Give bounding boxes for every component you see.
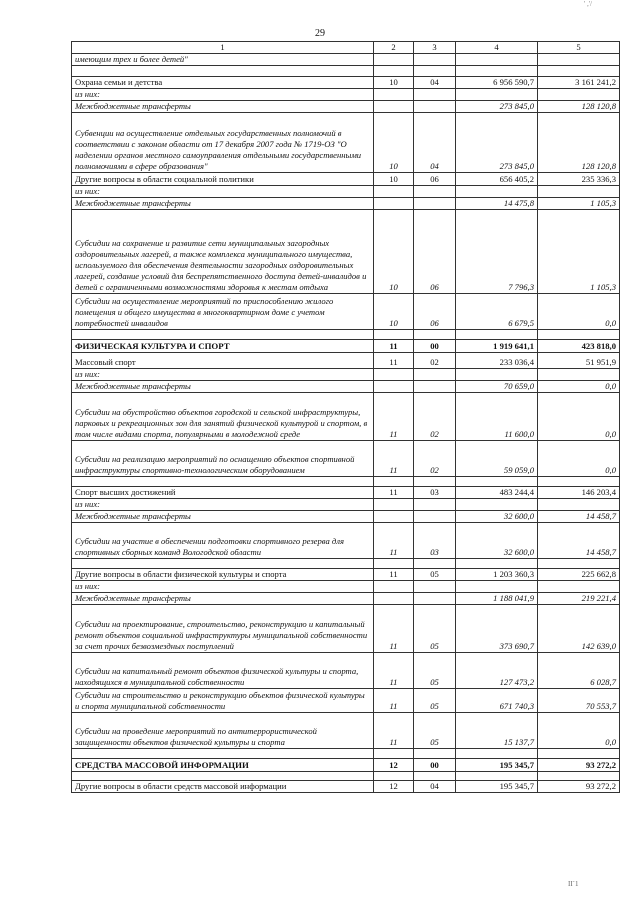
section-code-cell: 11 — [374, 605, 414, 653]
actual-amount-cell: 6 028,7 — [538, 653, 620, 689]
header-col-2: 2 — [374, 42, 414, 54]
row-name-cell: Другие вопросы в области средств массовой информации — [72, 781, 374, 793]
subsection-code-cell: 06 — [414, 294, 456, 330]
row-name-cell — [72, 559, 374, 569]
page-number: 29 — [315, 28, 325, 39]
table-row — [72, 713, 620, 749]
section-code-cell — [374, 499, 414, 511]
actual-amount-cell: 128 120,8 — [538, 101, 620, 113]
section-code-cell: 11 — [374, 353, 414, 369]
subsection-code-cell: 04 — [414, 77, 456, 89]
actual-amount-cell: 14 458,7 — [538, 511, 620, 523]
table-row — [72, 173, 620, 186]
table-row — [72, 381, 620, 393]
row-name-cell: из них: — [72, 581, 374, 593]
actual-amount-cell — [538, 54, 620, 66]
row-name-cell: Другие вопросы в области физической культуры и спорта — [72, 569, 374, 581]
row-name-cell: Субсидии на осуществление мероприятий по приспособлению жилого помещения и общего имущества в многоквартирном доме с учетом потребностей инвалидов — [72, 294, 374, 330]
row-name-cell: из них: — [72, 89, 374, 101]
row-name-cell: из них: — [72, 499, 374, 511]
actual-amount-cell: 235 336,3 — [538, 173, 620, 186]
section-code-cell: 11 — [374, 340, 414, 353]
row-name-cell: Субсидии на строительство и реконструкцию объектов физической культуры и спорта муниципальной собственности — [72, 689, 374, 713]
actual-amount-cell: 423 818,0 — [538, 340, 620, 353]
actual-amount-cell: 14 458,7 — [538, 523, 620, 559]
subsection-code-cell: 00 — [414, 759, 456, 772]
actual-amount-cell: 93 272,2 — [538, 759, 620, 772]
plan-amount-cell — [456, 477, 538, 487]
row-name-cell: Субсидии на капитальный ремонт объектов физической культуры и спорта, находящихся в муниципальной собственности — [72, 653, 374, 689]
row-name-cell: СРЕДСТВА МАССОВОЙ ИНФОРМАЦИИ — [72, 759, 374, 772]
section-code-cell — [374, 559, 414, 569]
row-name-cell: Субсидии на реализацию мероприятий по оснащению объектов спортивной инфраструктуры спортивно-технологическим оборудованием — [72, 441, 374, 477]
row-name-cell: Межбюджетные трансферты — [72, 101, 374, 113]
actual-amount-cell: 0,0 — [538, 393, 620, 441]
header-col-3: 3 — [414, 42, 456, 54]
subsection-code-cell — [414, 477, 456, 487]
actual-amount-cell — [538, 66, 620, 77]
plan-amount-cell: 273 845,0 — [456, 101, 538, 113]
header-row — [72, 42, 620, 54]
section-code-cell — [374, 198, 414, 210]
plan-amount-cell — [456, 772, 538, 781]
section-code-cell — [374, 89, 414, 101]
actual-amount-cell: 3 161 241,2 — [538, 77, 620, 89]
plan-amount-cell: 373 690,7 — [456, 605, 538, 653]
budget-table — [71, 41, 620, 793]
table-row — [72, 477, 620, 487]
row-name-cell: Субсидии на сохранение и развитие сети муниципальных загородных оздоровительных лагерей, а также комплекса муниципального имущества, используемого для обеспечения деятельности загородных оздоровительных лагерей, создание условий для беспрепятственного доступа детей-инвалидов и детей с ограниченными возможностями здоровья к местам отдыха — [72, 210, 374, 294]
section-code-cell: 11 — [374, 689, 414, 713]
section-code-cell — [374, 511, 414, 523]
section-code-cell — [374, 477, 414, 487]
plan-amount-cell — [456, 89, 538, 101]
row-name-cell: Спорт высших достижений — [72, 487, 374, 499]
section-code-cell — [374, 381, 414, 393]
section-code-cell: 10 — [374, 77, 414, 89]
actual-amount-cell — [538, 89, 620, 101]
actual-amount-cell: 142 639,0 — [538, 605, 620, 653]
actual-amount-cell — [538, 749, 620, 759]
section-code-cell — [374, 54, 414, 66]
table-row — [72, 523, 620, 559]
plan-amount-cell: 671 740,3 — [456, 689, 538, 713]
section-code-cell — [374, 330, 414, 340]
plan-amount-cell: 273 845,0 — [456, 113, 538, 173]
actual-amount-cell: 146 203,4 — [538, 487, 620, 499]
table-row — [72, 77, 620, 89]
plan-amount-cell: 233 036,4 — [456, 353, 538, 369]
table-row — [72, 330, 620, 340]
plan-amount-cell — [456, 186, 538, 198]
table-row — [72, 186, 620, 198]
subsection-code-cell — [414, 186, 456, 198]
plan-amount-cell: 11 600,0 — [456, 393, 538, 441]
actual-amount-cell — [538, 330, 620, 340]
table-row — [72, 487, 620, 499]
plan-amount-cell — [456, 581, 538, 593]
subsection-code-cell — [414, 66, 456, 77]
table-row — [72, 66, 620, 77]
row-name-cell: Межбюджетные трансферты — [72, 198, 374, 210]
table-row — [72, 605, 620, 653]
table-row — [72, 54, 620, 66]
subsection-code-cell — [414, 89, 456, 101]
row-name-cell: имеющим трех и более детей" — [72, 54, 374, 66]
subsection-code-cell — [414, 749, 456, 759]
section-code-cell: 12 — [374, 781, 414, 793]
actual-amount-cell: 1 105,3 — [538, 210, 620, 294]
actual-amount-cell: 219 221,4 — [538, 593, 620, 605]
plan-amount-cell: 127 473,2 — [456, 653, 538, 689]
table-row — [72, 353, 620, 369]
section-code-cell — [374, 772, 414, 781]
section-code-cell: 11 — [374, 713, 414, 749]
row-name-cell: Субвенции на осуществление отдельных государственных полномочий в соответствии с законом области от 17 декабря 2007 года № 1719-ОЗ "О наделении органов местного самоуправления отдельными государственными полномочиями в сфере образования" — [72, 113, 374, 173]
row-name-cell: Другие вопросы в области социальной политики — [72, 173, 374, 186]
plan-amount-cell — [456, 54, 538, 66]
section-code-cell: 10 — [374, 210, 414, 294]
subsection-code-cell — [414, 198, 456, 210]
row-name-cell: Субсидии на обустройство объектов городской и сельской инфраструктуры, парковых и рекреационных зон для занятий физической культурой и спортом, в том числе видами спорта, популярными в молодежной среде — [72, 393, 374, 441]
table-row — [72, 581, 620, 593]
subsection-code-cell — [414, 101, 456, 113]
header-col-1: 1 — [72, 42, 374, 54]
actual-amount-cell: 0,0 — [538, 294, 620, 330]
table-row — [72, 781, 620, 793]
subsection-code-cell — [414, 381, 456, 393]
subsection-code-cell: 05 — [414, 653, 456, 689]
plan-amount-cell: 483 244,4 — [456, 487, 538, 499]
section-code-cell: 11 — [374, 487, 414, 499]
table-row — [72, 113, 620, 173]
header-col-4: 4 — [456, 42, 538, 54]
plan-amount-cell: 1 919 641,1 — [456, 340, 538, 353]
table-row — [72, 393, 620, 441]
actual-amount-cell: 128 120,8 — [538, 113, 620, 173]
plan-amount-cell: 1 188 041,9 — [456, 593, 538, 605]
row-name-cell — [72, 749, 374, 759]
section-code-cell: 11 — [374, 569, 414, 581]
subsection-code-cell — [414, 54, 456, 66]
section-code-cell: 11 — [374, 441, 414, 477]
subsection-code-cell — [414, 581, 456, 593]
row-name-cell: Субсидии на проведение мероприятий по антитеррористической защищенности объектов физической культуры и спорта — [72, 713, 374, 749]
table-row — [72, 772, 620, 781]
actual-amount-cell — [538, 499, 620, 511]
subsection-code-cell — [414, 593, 456, 605]
table-row — [72, 210, 620, 294]
subsection-code-cell — [414, 559, 456, 569]
actual-amount-cell — [538, 186, 620, 198]
section-code-cell — [374, 749, 414, 759]
corner-mark: ' ,'/ — [584, 0, 592, 8]
subsection-code-cell: 05 — [414, 689, 456, 713]
actual-amount-cell — [538, 581, 620, 593]
plan-amount-cell — [456, 330, 538, 340]
row-name-cell: Межбюджетные трансферты — [72, 511, 374, 523]
section-code-cell: 10 — [374, 173, 414, 186]
section-code-cell — [374, 101, 414, 113]
table-row — [72, 653, 620, 689]
section-code-cell: 12 — [374, 759, 414, 772]
section-code-cell — [374, 581, 414, 593]
row-name-cell: Межбюджетные трансферты — [72, 593, 374, 605]
subsection-code-cell: 05 — [414, 713, 456, 749]
plan-amount-cell: 14 475,8 — [456, 198, 538, 210]
section-code-cell — [374, 593, 414, 605]
subsection-code-cell: 02 — [414, 393, 456, 441]
section-code-cell: 11 — [374, 653, 414, 689]
row-name-cell — [72, 477, 374, 487]
plan-amount-cell: 656 405,2 — [456, 173, 538, 186]
table-row — [72, 593, 620, 605]
row-name-cell: из них: — [72, 369, 374, 381]
row-name-cell: Массовый спорт — [72, 353, 374, 369]
actual-amount-cell — [538, 559, 620, 569]
subsection-code-cell: 04 — [414, 113, 456, 173]
plan-amount-cell: 1 203 360,3 — [456, 569, 538, 581]
row-name-cell: Межбюджетные трансферты — [72, 381, 374, 393]
actual-amount-cell — [538, 369, 620, 381]
row-name-cell — [72, 772, 374, 781]
subsection-code-cell — [414, 499, 456, 511]
footer-mark: II`1 — [568, 880, 579, 888]
table-row — [72, 499, 620, 511]
plan-amount-cell — [456, 559, 538, 569]
subsection-code-cell — [414, 772, 456, 781]
actual-amount-cell: 1 105,3 — [538, 198, 620, 210]
plan-amount-cell: 59 059,0 — [456, 441, 538, 477]
plan-amount-cell: 15 137,7 — [456, 713, 538, 749]
plan-amount-cell: 195 345,7 — [456, 759, 538, 772]
plan-amount-cell: 195 345,7 — [456, 781, 538, 793]
subsection-code-cell — [414, 330, 456, 340]
subsection-code-cell: 02 — [414, 353, 456, 369]
plan-amount-cell — [456, 499, 538, 511]
section-code-cell: 11 — [374, 523, 414, 559]
row-name-cell — [72, 66, 374, 77]
row-name-cell: Охрана семьи и детства — [72, 77, 374, 89]
subsection-code-cell — [414, 511, 456, 523]
table-row — [72, 198, 620, 210]
subsection-code-cell: 04 — [414, 781, 456, 793]
plan-amount-cell: 7 796,3 — [456, 210, 538, 294]
table-row — [72, 441, 620, 477]
actual-amount-cell: 0,0 — [538, 713, 620, 749]
subsection-code-cell: 03 — [414, 523, 456, 559]
section-code-cell — [374, 369, 414, 381]
table-row — [72, 559, 620, 569]
table-row — [72, 101, 620, 113]
row-name-cell: ФИЗИЧЕСКАЯ КУЛЬТУРА И СПОРТ — [72, 340, 374, 353]
row-name-cell: из них: — [72, 186, 374, 198]
table-row — [72, 369, 620, 381]
plan-amount-cell: 32 600,0 — [456, 523, 538, 559]
subsection-code-cell: 05 — [414, 605, 456, 653]
plan-amount-cell: 70 659,0 — [456, 381, 538, 393]
actual-amount-cell: 0,0 — [538, 441, 620, 477]
table-row — [72, 511, 620, 523]
plan-amount-cell: 32 600,0 — [456, 511, 538, 523]
plan-amount-cell — [456, 66, 538, 77]
section-code-cell: 10 — [374, 113, 414, 173]
subsection-code-cell: 02 — [414, 441, 456, 477]
table-row — [72, 759, 620, 772]
actual-amount-cell: 93 272,2 — [538, 781, 620, 793]
subsection-code-cell — [414, 369, 456, 381]
table-row — [72, 749, 620, 759]
plan-amount-cell: 6 956 590,7 — [456, 77, 538, 89]
table-row — [72, 340, 620, 353]
actual-amount-cell — [538, 772, 620, 781]
actual-amount-cell: 0,0 — [538, 381, 620, 393]
actual-amount-cell: 51 951,9 — [538, 353, 620, 369]
table-row — [72, 569, 620, 581]
plan-amount-cell — [456, 749, 538, 759]
actual-amount-cell: 70 553,7 — [538, 689, 620, 713]
section-code-cell — [374, 186, 414, 198]
row-name-cell — [72, 330, 374, 340]
header-col-5: 5 — [538, 42, 620, 54]
row-name-cell: Субсидии на проектирование, строительство, реконструкцию и капитальный ремонт объектов социальной инфраструктуры муниципальной собственности за счет прочих безвозмездных поступлений — [72, 605, 374, 653]
subsection-code-cell: 06 — [414, 210, 456, 294]
section-code-cell: 10 — [374, 294, 414, 330]
actual-amount-cell — [538, 477, 620, 487]
section-code-cell — [374, 66, 414, 77]
plan-amount-cell — [456, 369, 538, 381]
section-code-cell: 11 — [374, 393, 414, 441]
table-row — [72, 689, 620, 713]
subsection-code-cell: 03 — [414, 487, 456, 499]
table-row — [72, 89, 620, 101]
subsection-code-cell: 05 — [414, 569, 456, 581]
plan-amount-cell: 6 679,5 — [456, 294, 538, 330]
subsection-code-cell: 06 — [414, 173, 456, 186]
table-row — [72, 294, 620, 330]
subsection-code-cell: 00 — [414, 340, 456, 353]
row-name-cell: Субсидии на участие в обеспечении подготовки спортивного резерва для спортивных сборных команд Вологодской области — [72, 523, 374, 559]
actual-amount-cell: 225 662,8 — [538, 569, 620, 581]
